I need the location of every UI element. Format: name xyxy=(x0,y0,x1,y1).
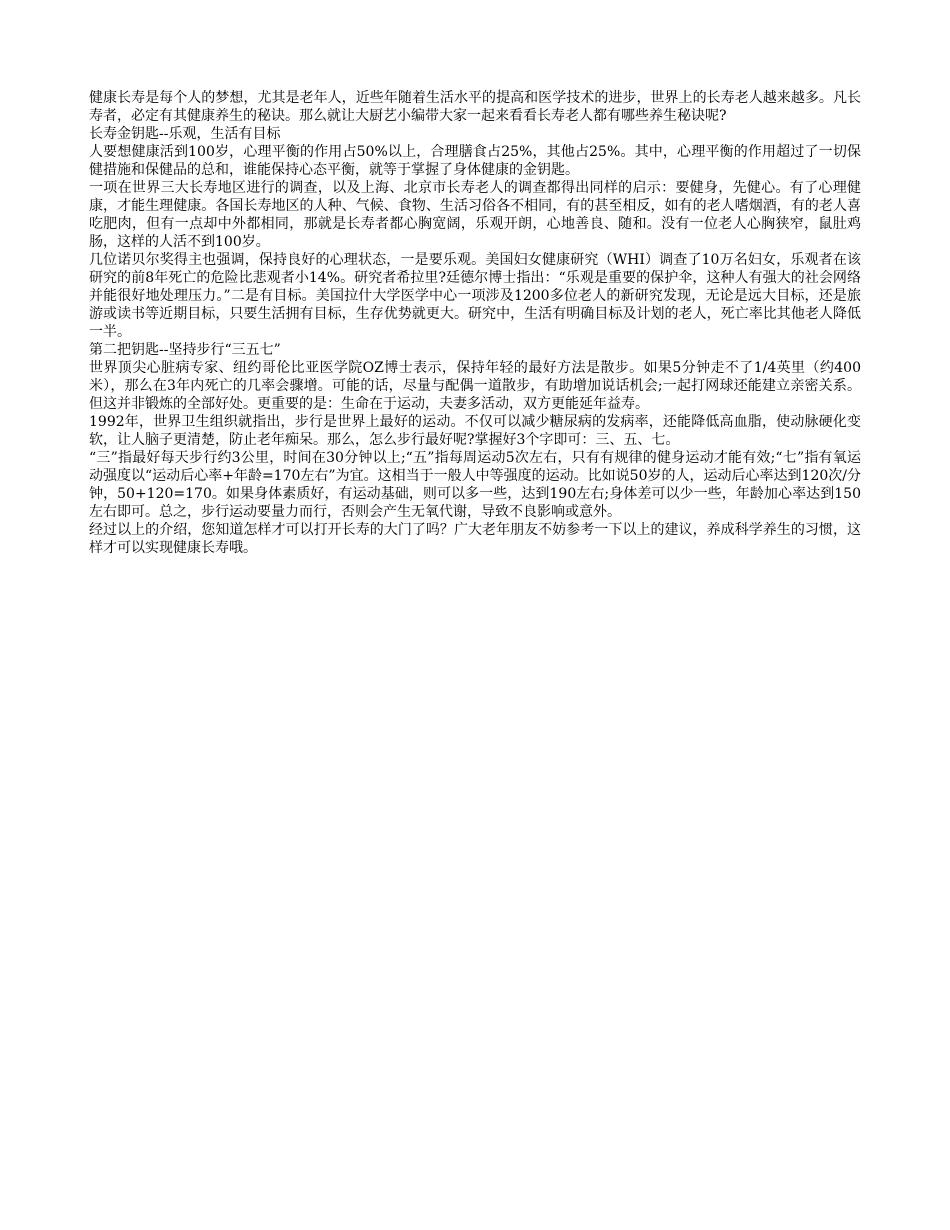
body-paragraph: 世界顶尖心脏病专家、纽约哥伦比亚医学院OZ博士表示，保持年轻的最好方法是散步。如果5分钟走不了1/4英里（约400米），那么在3年内死亡的几率会骤增。可能的话，尽量与配偶一道散步，有助增加说话机会;一起打网球还能建立亲密关系。但这并非锻炼的全部好处。更重要的是：生命在于运动，夫妻多活动，双方更能延年益寿。 xyxy=(89,360,861,412)
body-paragraph: 几位诺贝尔奖得主也强调，保持良好的心理状态，一是要乐观。美国妇女健康研究（WHI）调查了10万名妇女，乐观者在该研究的前8年死亡的危险比悲观者小14%。研究者希拉里?廷德尔博士指出：“乐观是重要的保护伞，这种人有强大的社会网络并能很好地处理压力。”二是有目标。美国拉什大学医学中心一项涉及1200多位老人的新研究发现，无论是远大目标，还是旅游或读书等近期目标，只要生活拥有目标，生存优势就更大。研究中，生活有明确目标及计划的老人，死亡率比其他老人降低一半。 xyxy=(89,252,861,340)
article-body xyxy=(89,89,861,557)
intro-paragraph: 健康长寿是每个人的梦想，尤其是老年人，近些年随着生活水平的提高和医学技术的进步，世界上的长寿老人越来越多。凡长寿者，必定有其健康养生的秘诀。那么就让大厨艺小编带大家一起来看看长寿老人都有哪些养生秘诀呢? xyxy=(89,90,861,124)
body-paragraph: “三”指最好每天步行约3公里，时间在30分钟以上;“五”指每周运动5次左右，只有有规律的健身运动才能有效;“七”指有氧运动强度以“运动后心率+年龄=170左右”为宜。这相当于一般人中等强度的运动。比如说50岁的人，运动后心率达到120次/分钟，50+120=170。如果身体素质好，有运动基础，则可以多一些，达到190左右;身体差可以少一些，年龄加心率达到150左右即可。总之，步行运动要量力而行，否则会产生无氧代谢，导致不良影响或意外。 xyxy=(89,450,861,520)
section-heading-optimism: 长寿金钥匙--乐观，生活有目标 xyxy=(89,126,281,142)
body-paragraph: 1992年，世界卫生组织就指出，步行是世界上最好的运动。不仅可以减少糖尿病的发病率，还能降低高血脂，使动脉硬化变软，让人脑子更清楚，防止老年痴呆。那么，怎么步行最好呢?掌握好3个字即可：三、五、七。 xyxy=(89,414,861,448)
closing-paragraph: 经过以上的介绍，您知道怎样才可以打开长寿的大门了吗？广大老年朋友不妨参考一下以上的建议，养成科学养生的习惯，这样才可以实现健康长寿哦。 xyxy=(89,522,861,556)
body-paragraph: 人要想健康活到100岁，心理平衡的作用占50%以上，合理膳食占25%，其他占25%。其中，心理平衡的作用超过了一切保健措施和保健品的总和，谁能保持心态平衡，就等于掌握了身体健康的金钥匙。 xyxy=(89,144,861,178)
body-paragraph: 一项在世界三大长寿地区进行的调查，以及上海、北京市长寿老人的调查都得出同样的启示：要健身，先健心。有了心理健康，才能生理健康。各国长寿地区的人种、气候、食物、生活习俗各不相同，有的甚至相反，如有的老人嗜烟酒，有的老人喜吃肥肉，但有一点却中外都相同，那就是长寿者都心胸宽阔，乐观开朗，心地善良、随和。没有一位老人心胸狭窄，鼠肚鸡肠，这样的人活不到100岁。 xyxy=(89,180,861,250)
section-heading-walking: 第二把钥匙--坚持步行“三五七” xyxy=(89,342,281,358)
